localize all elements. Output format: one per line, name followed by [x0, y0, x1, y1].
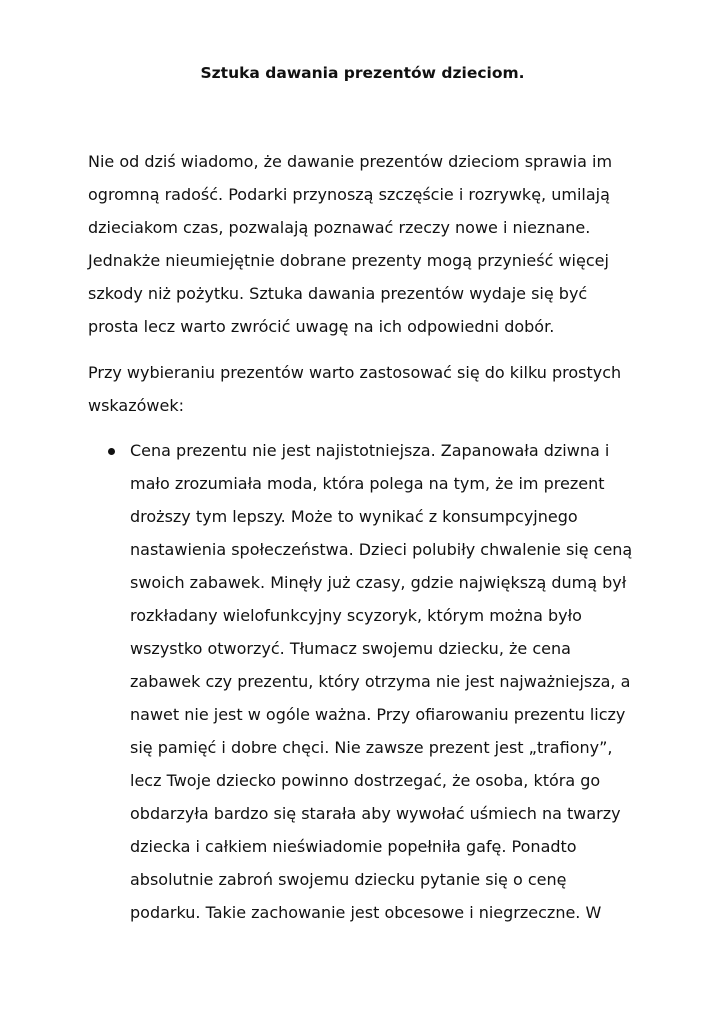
paragraph-1-line: Nie od dziś wiadomo, że dawanie prezentów dzieciom sprawia im: [88, 152, 613, 171]
paragraph-1-line: Jednakże nieumiejętnie dobrane prezenty mogą przynieść więcej: [88, 251, 609, 270]
bullet-1-line: droższy tym lepszy. Może to wynikać z konsumpcyjnego: [130, 507, 578, 526]
bullet-1-line: Cena prezentu nie jest najistotniejsza. Zapanowała dziwna i: [130, 441, 610, 460]
paragraph-1-line: szkody niż pożytku. Sztuka dawania prezentów wydaje się być: [88, 284, 588, 303]
paragraph-1-line: ogromną radość. Podarki przynoszą szczęście i rozrywkę, umilają: [88, 185, 610, 204]
bullet-1-line: absolutnie zabroń swojemu dziecku pytanie się o cenę: [130, 870, 567, 889]
bullet-1-line: swoich zabawek. Minęły już czasy, gdzie największą dumą był: [130, 573, 627, 592]
paragraph-1-line: dzieciakom czas, pozwalają poznawać rzeczy nowe i nieznane.: [88, 218, 591, 237]
bullet-1-line: mało zrozumiała moda, która polega na tym, że im prezent: [130, 474, 605, 493]
paragraph-1-line: prosta lecz warto zwrócić uwagę na ich odpowiedni dobór.: [88, 317, 555, 336]
bullet-1-line: się pamięć i dobre chęci. Nie zawsze prezent jest „trafiony”,: [130, 738, 613, 757]
bullet-1-line: nawet nie jest w ogóle ważna. Przy ofiarowaniu prezentu liczy: [130, 705, 626, 724]
paragraph-2-line: wskazówek:: [88, 396, 184, 415]
bullet-icon: [108, 448, 115, 455]
bullet-1-line: lecz Twoje dziecko powinno dostrzegać, że osoba, która go: [130, 771, 601, 790]
bullet-1-line: dziecka i całkiem nieświadomie popełniła gafę. Ponadto: [130, 837, 577, 856]
bullet-1-line: obdarzyła bardzo się starała aby wywołać uśmiech na twarzy: [130, 804, 621, 823]
bullet-1-line: wszystko otworzyć. Tłumacz swojemu dziecku, że cena: [130, 639, 571, 658]
bullet-1-line: rozkładany wielofunkcyjny scyzoryk, którym można było: [130, 606, 582, 625]
document-title: Sztuka dawania prezentów dzieciom.: [200, 64, 525, 82]
bullet-1-line: zabawek czy prezentu, który otrzyma nie jest najważniejsza, a: [130, 672, 631, 691]
bullet-1-line: podarku. Takie zachowanie jest obcesowe i niegrzeczne. W: [130, 903, 602, 922]
paragraph-2-line: Przy wybieraniu prezentów warto zastosować się do kilku prostych: [88, 363, 622, 382]
bullet-1-line: nastawienia społeczeństwa. Dzieci polubiły chwalenie się ceną: [130, 540, 633, 559]
